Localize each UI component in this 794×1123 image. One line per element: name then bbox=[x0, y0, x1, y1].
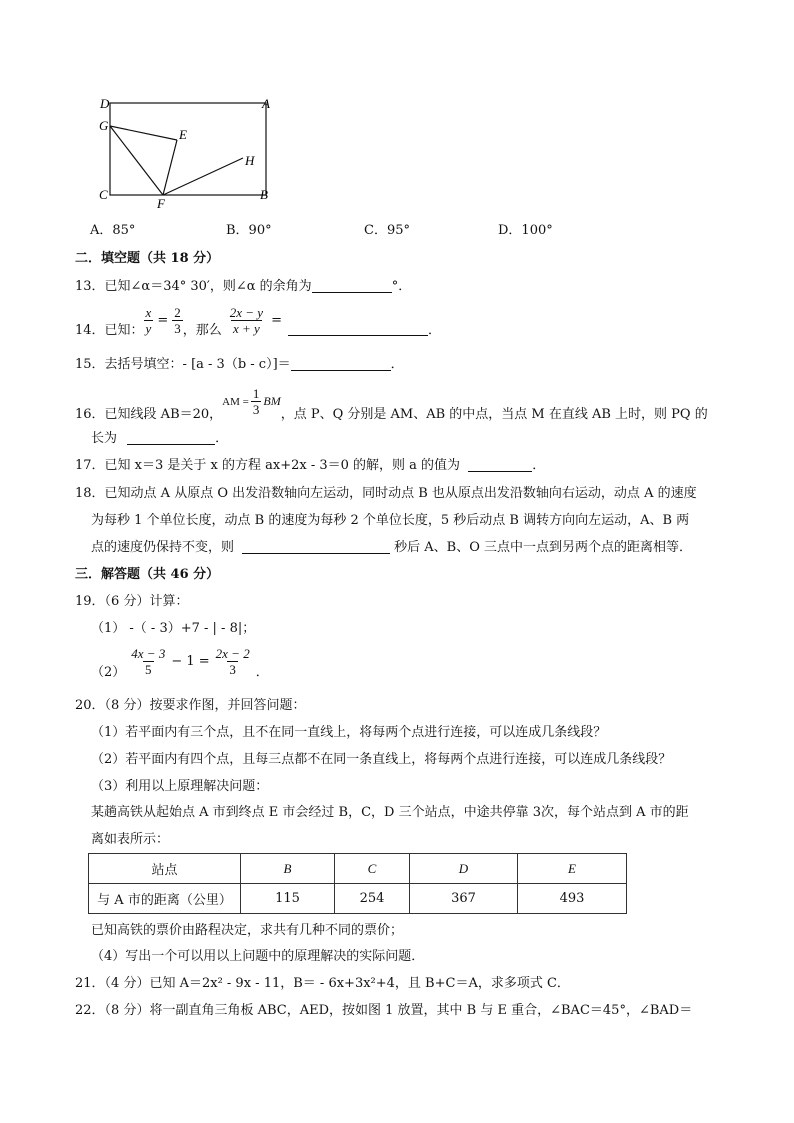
question-17 bbox=[75, 454, 545, 473]
question-19-part2 bbox=[91, 643, 269, 680]
section-3-heading: 三．解答题（共 46 分） bbox=[75, 567, 220, 582]
question-20-part2: （2）若平面内有四个点，且每三点都不在同一条直线上，将每两个点进行连接，可以连成几条线段？ bbox=[91, 752, 672, 767]
question-18-line1: 18．已知动点 A 从原点 O 出发沿数轴向左运动，同时动点 B 也从原点出发沿数轴向右运动，动点 A 的速度 bbox=[75, 486, 697, 501]
q15-tail: ． bbox=[390, 357, 404, 372]
question-20-part3: （3）利用以上原理解决问题： bbox=[91, 779, 269, 794]
q19-frac2: $\frac{2x - 2}{3}$ bbox=[215, 646, 250, 677]
table-header-cell: D bbox=[410, 854, 518, 884]
option-d: D．100° bbox=[498, 223, 553, 238]
question-15 bbox=[75, 353, 404, 372]
q17-text: 17．已知 x＝3 是关于 x 的方程 ax+2x - 3＝0 的解，则 a 的值为 bbox=[75, 458, 461, 473]
label-f: F bbox=[157, 196, 165, 211]
question-20-part3-desc2: 离如表所示： bbox=[91, 832, 170, 847]
q16-rest: ，点 P、Q 分别是 AM、AB 的中点，当点 M 在直线 AB 上时，则 PQ 的 bbox=[280, 407, 708, 422]
q16-line2: 长为 bbox=[91, 431, 118, 446]
geometry-figure bbox=[90, 92, 270, 212]
q14-mid: ，那么 bbox=[182, 323, 222, 338]
segment-ef bbox=[163, 140, 177, 195]
label-a: A bbox=[262, 96, 270, 111]
label-h: H bbox=[245, 153, 255, 168]
q14-eq2: = bbox=[271, 313, 282, 328]
q16-bm: BM bbox=[263, 394, 281, 408]
q19-p2-label: （2） bbox=[91, 665, 126, 680]
q16-prefix: 16．已知线段 AB＝20， bbox=[75, 407, 223, 422]
q19-minus1: − 1 = bbox=[171, 654, 210, 669]
q17-tail: ． bbox=[532, 458, 546, 473]
table-cell: 493 bbox=[518, 884, 627, 914]
q14-tail: ． bbox=[427, 323, 441, 338]
table-cell: 254 bbox=[335, 884, 410, 914]
q17-blank bbox=[468, 457, 532, 472]
question-13 bbox=[75, 275, 411, 294]
question-19-title: 19．（6 分）计算： bbox=[75, 594, 189, 609]
q14-frac-2-3: $\frac{2}{3}$ bbox=[174, 305, 181, 336]
table-row-label: 与 A 市的距离（公里） bbox=[89, 884, 241, 914]
q16-am: AM = bbox=[222, 395, 249, 408]
q16-tail: ． bbox=[215, 431, 229, 446]
table-cell: 115 bbox=[241, 884, 335, 914]
label-e: E bbox=[179, 127, 187, 142]
table-header-cell: B bbox=[241, 854, 335, 884]
question-20-part4: （4）写出一个可以用以上问题中的原理解决的实际问题． bbox=[91, 949, 425, 964]
label-d: D bbox=[100, 96, 110, 111]
label-g: G bbox=[99, 118, 109, 133]
q14-frac-x-y: $\frac{x}{y}$ bbox=[145, 305, 152, 336]
q16-frac: $\frac{1}{3}$ bbox=[252, 386, 260, 417]
question-20-part3-desc1: 某趟高铁从起始点 A 市到终点 E 市会经过 B，C，D 三个站点，中途共停靠 3次，每个站点到 A 市的距 bbox=[91, 805, 689, 820]
q14-eq: = bbox=[157, 313, 169, 328]
q13-blank bbox=[312, 278, 392, 293]
q19-tail: ． bbox=[255, 665, 269, 680]
question-19-part1: （1） -（ - 3）+7 - | - 8|； bbox=[91, 621, 256, 636]
table-header-cell: 站点 bbox=[89, 854, 241, 884]
section-2-heading: 二．填空题（共 18 分） bbox=[75, 251, 220, 266]
label-b: B bbox=[260, 187, 268, 202]
q18-line3b: 秒后 A、B、O 三点中一点到另两个点的距离相等． bbox=[394, 540, 693, 555]
question-16 bbox=[75, 381, 708, 422]
question-16-line2 bbox=[91, 427, 228, 446]
segment-ge bbox=[110, 126, 177, 140]
q13-tail: °． bbox=[391, 279, 412, 294]
q14-prefix: 14．已知： bbox=[75, 323, 144, 338]
q14-blank bbox=[288, 321, 428, 336]
question-21: 21．（4 分）已知 A＝2x² - 9x - 11，B＝ - 6x+3x²+4，且 B+C＝A，求多项式 C． bbox=[75, 976, 570, 991]
q19-frac1: $\frac{4x - 3}{5}$ bbox=[131, 646, 166, 677]
question-18-line2: 为每秒 1 个单位长度，动点 B 的速度为每秒 2 个单位长度，5 秒后动点 B 调转方向向左运动，A、B 两 bbox=[91, 513, 690, 528]
table-header-row bbox=[89, 854, 627, 884]
q13-text: 13．已知∠α＝34° 30′，则∠α 的余角为 bbox=[75, 279, 312, 294]
table-row bbox=[89, 884, 627, 914]
question-20-after-table: 已知高铁的票价由路程决定，求共有几种不同的票价； bbox=[91, 923, 404, 938]
distance-table bbox=[88, 853, 627, 914]
q16-blank bbox=[127, 430, 215, 445]
option-a: A．85° bbox=[90, 223, 136, 238]
question-20-title: 20．（8 分）按要求作图，并回答问题： bbox=[75, 698, 306, 713]
option-b: B．90° bbox=[226, 223, 272, 238]
question-22: 22．（8 分）将一副直角三角板 ABC，AED，按如图 1 放置，其中 B 与 E 重合，∠BAC＝45°，∠BAD＝ bbox=[75, 1003, 693, 1018]
option-c: C．95° bbox=[364, 223, 410, 238]
q18-line3a: 点的速度仍保持不变，则 bbox=[91, 540, 235, 555]
label-c: C bbox=[99, 187, 108, 202]
segment-gf bbox=[110, 126, 163, 195]
question-20-part1: （1）若平面内有三个点，且不在同一直线上，将每两个点进行连接，可以连成几条线段？ bbox=[91, 725, 607, 740]
q15-text: 15．去括号填空：- [a - 3（b - c）]＝ bbox=[75, 357, 291, 372]
rectangle-dabc bbox=[110, 103, 266, 195]
segment-fh bbox=[163, 158, 243, 195]
table-header-cell: E bbox=[518, 854, 627, 884]
table-header-cell: C bbox=[335, 854, 410, 884]
q14-frac-expr: $\frac{2x - y}{x + y}$ bbox=[229, 305, 264, 336]
table-cell: 367 bbox=[410, 884, 518, 914]
question-14 bbox=[75, 303, 441, 338]
q18-blank bbox=[242, 539, 390, 554]
q15-blank bbox=[291, 356, 391, 371]
question-18-line3 bbox=[91, 536, 692, 555]
